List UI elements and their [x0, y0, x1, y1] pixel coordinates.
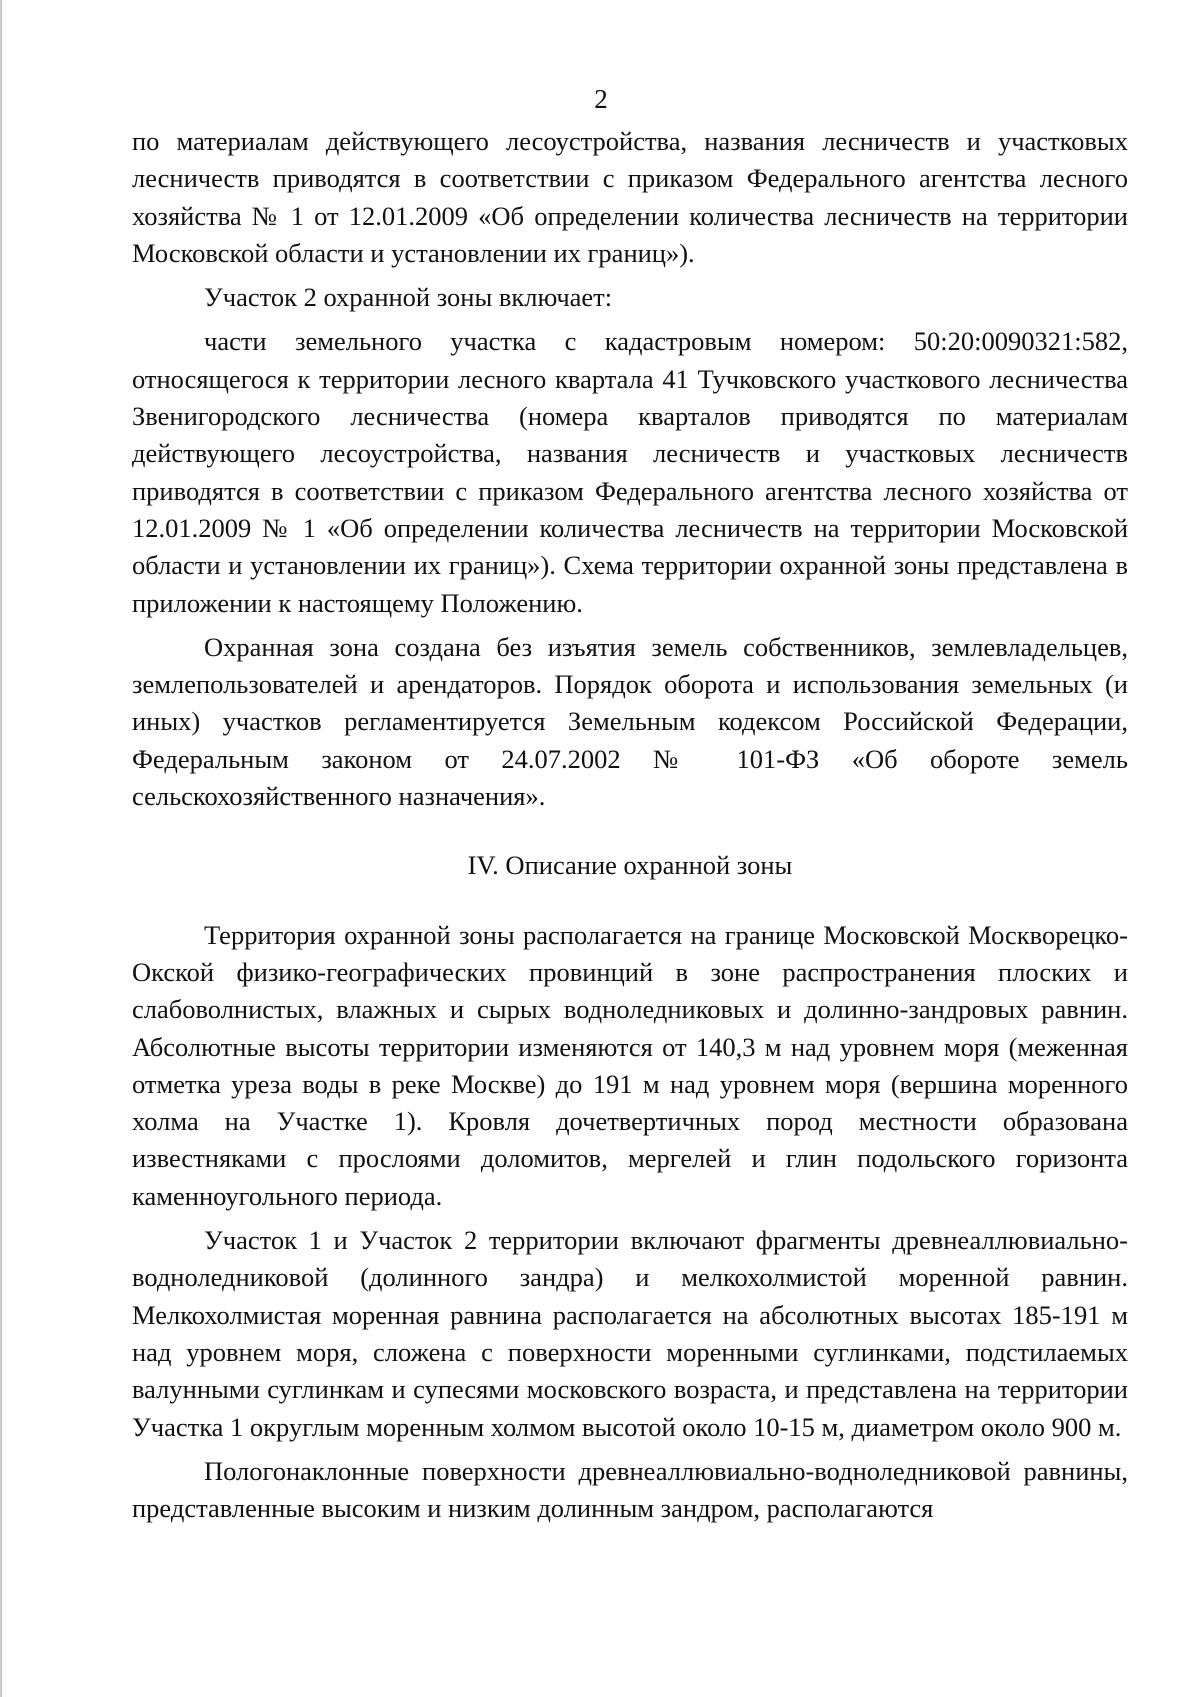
page-number: 2 [594, 84, 608, 114]
paragraph-slopes-description: Пологонаклонные поверхности древнеаллювиально-водноледниковой равнины, представленные высоким и низким долинным зандром, располагаются [132, 1455, 1128, 1524]
section-heading: IV. Описание охранной зоны [467, 850, 793, 881]
paragraph-land-use: Охранная зона создана без изъятия земель собственников, землевладельцев, землепользователей и арендаторов. Порядок оборота и использования земельных (и иных) участков регламентируется Земельным кодексом Российской Федерации, Федеральным законом от 24.07.2002 № 101-ФЗ «Об обороте земель сельскохозяйственного назначения». [132, 631, 1128, 812]
scan-edge-line [1, 0, 2, 1697]
paragraph-section-2-intro: Участок 2 охранной зоны включает: [204, 282, 613, 313]
document-body [132, 123, 1128, 1527]
paragraph-plains-description: Участок 1 и Участок 2 территории включают фрагменты древнеаллювиально-водноледниковой (долинного зандра) и мелкохолмистой моренной равнин. Мелкохолмистая моренная равнина располагается на абсолютных высотах 185-191 м над уровнем моря, сложена с поверхности моренными суглинками, подстилаемых валунными суглинкам и супесями московского возраста, и представлена на территории Участка 1 округлым моренным холмом высотой около 10-15 м, диаметром около 900 м. [132, 1225, 1128, 1442]
paragraph-section-2-parts: части земельного участка с кадастровым номером: 50:20:0090321:582, относящегося к территории лесного квартала 41 Тучковского участкового лесничества Звенигородского лесничества (номера кварталов приводятся по материалам действующего лесоустройства, названия лесничеств и участковых лесничеств приводятся в соответствии с приказом Федерального агентства лесного хозяйства от 12.01.2009 № 1 «Об определении количества лесничеств на территории Московской области и установлении их границ»). Схема территории охранной зоны представлена в приложении к настоящему Положению. [132, 326, 1128, 618]
paragraph-continuation: по материалам действующего лесоустройства, названия лесничеств и участковых лесничеств приводятся в соответствии с приказом Федерального агентства лесного хозяйства № 1 от 12.01.2009 «Об определении количества лесничеств на территории Московской области и установлении их границ»). [132, 126, 1128, 268]
paragraph-territory-description: Территория охранной зоны располагается на границе Московской Москворецко-Окской физико-географических провинций в зоне распространения плоских и слабоволнистых, влажных и сырых водноледниковых и долинно-зандровых равнин. Абсолютные высоты территории изменяются от 140,3 м над уровнем моря (меженная отметка уреза воды в реке Москве) до 191 м над уровнем моря (вершина моренного холма на Участке 1). Кровля дочетвертичных пород местности образована известняками с прослоями доломитов, мергелей и глин подольского горизонта каменноугольного периода. [132, 919, 1128, 1211]
